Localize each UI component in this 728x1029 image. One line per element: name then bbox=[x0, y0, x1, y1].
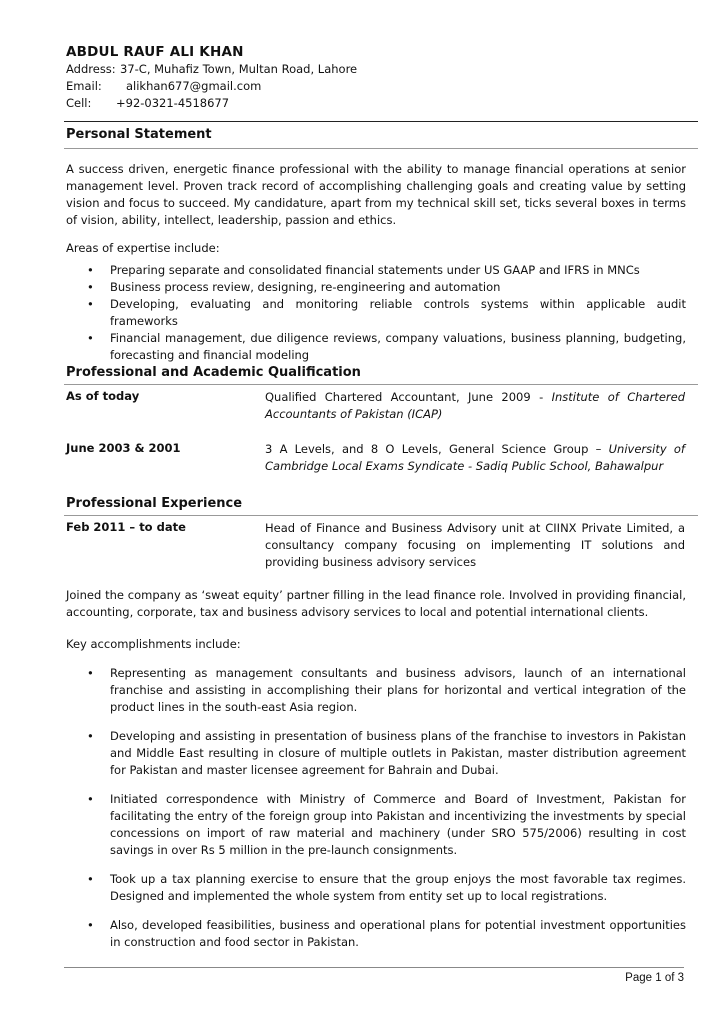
accomplishments-list bbox=[66, 665, 686, 951]
cell-value: +92-0321-4518677 bbox=[116, 96, 230, 110]
bullet-icon: • bbox=[87, 666, 94, 680]
bullet-icon: • bbox=[87, 331, 94, 345]
list-item: • Also, developed feasibilities, business and operational plans for potential investment opportunities in construction and food sector in Pakistan. bbox=[87, 918, 686, 949]
bullet-icon: • bbox=[87, 792, 94, 806]
page-number: Page 1 of 3 bbox=[625, 972, 684, 984]
list-item: • Developing, evaluating and monitoring reliable controls systems within applicable audit frameworks bbox=[87, 297, 686, 328]
footer-divider bbox=[64, 967, 684, 968]
list-item: • Took up a tax planning exercise to ensure that the group enjoys the most favorable tax regimes. Designed and implemented the whole system from entity set up to local registrations. bbox=[87, 872, 686, 903]
bullet-icon: • bbox=[87, 872, 94, 886]
accomplishments-intro: Key accomplishments include: bbox=[66, 637, 241, 651]
experience-paragraph: Joined the company as ‘sweat equity’ partner filling in the lead finance role. Involved in providing financial, accounting, corporate, tax and business advisory services to local and potential international clients. bbox=[66, 588, 686, 619]
qualification-date: As of today bbox=[66, 389, 140, 403]
list-item: • Initiated correspondence with Ministry of Commerce and Board of Investment, Pakistan for facilitating the entry of the foreign group into Pakistan and incentivizing the investments by special concessions on import of raw material and machinery (under SRO 575/2006) resulting in cost savings in over Rs 5 million in the pre-launch consignments. bbox=[87, 792, 686, 857]
email-label: Email: bbox=[66, 79, 102, 93]
address-value: 37-C, Muhafiz Town, Multan Road, Lahore bbox=[120, 62, 358, 76]
list-item: • Developing and assisting in presentation of business plans of the franchise to investors in Pakistan and Middle East resulting in closure of multiple outlets in Pakistan, master distribution agreement for Pakistan and master licensee agreement for Bahrain and Dubai. bbox=[87, 729, 686, 777]
section-title-personal-statement: Personal Statement bbox=[66, 127, 212, 142]
bullet-icon: • bbox=[87, 297, 94, 311]
experience-period: Feb 2011 – to date bbox=[66, 520, 186, 534]
qualification-description: 3 A Levels, and 8 O Levels, General Science Group – University of Cambridge Local Exams Syndicate - Sadiq Public School, Bahawalpur bbox=[265, 442, 685, 473]
qualification-date: June 2003 & 2001 bbox=[66, 441, 181, 455]
email-value: alikhan677@gmail.com bbox=[126, 79, 262, 93]
areas-intro: Areas of expertise include: bbox=[66, 241, 220, 255]
divider bbox=[64, 121, 698, 122]
list-item: • Business process review, designing, re-engineering and automation bbox=[87, 280, 501, 294]
address-label: Address: bbox=[66, 62, 116, 76]
email-line bbox=[66, 78, 261, 95]
cell-label: Cell: bbox=[66, 96, 92, 110]
personal-statement-paragraph: A success driven, energetic finance professional with the ability to manage financial operations at senior management level. Proven track record of accomplishing challenging goals and creating value by setting vision and focus to succeed. My candidature, apart from my technical skill set, ticks several boxes in terms of vision, ability, intellect, leadership, passion and ethics. bbox=[66, 162, 686, 227]
list-item: • Preparing separate and consolidated financial statements under US GAAP and IFRS in MNCs bbox=[87, 263, 640, 277]
list-item: • Financial management, due diligence reviews, company valuations, business planning, budgeting, forecasting and financial modeling bbox=[87, 331, 686, 362]
divider bbox=[64, 515, 698, 516]
section-title-experience: Professional Experience bbox=[66, 496, 243, 511]
divider bbox=[64, 148, 698, 149]
areas-list bbox=[66, 262, 686, 364]
bullet-icon: • bbox=[87, 263, 94, 277]
bullet-icon: • bbox=[87, 280, 94, 294]
qualification-description: Qualified Chartered Accountant, June 2009 - Institute of Chartered Accountants of Pakistan (ICAP) bbox=[265, 390, 685, 421]
experience-role: Head of Finance and Business Advisory unit at CIINX Private Limited, a consultancy company focusing on implementing IT solutions and providing business advisory services bbox=[265, 521, 685, 569]
bullet-icon: • bbox=[87, 918, 94, 932]
list-item: • Representing as management consultants and business advisors, launch of an international franchise and assisting in accomplishing their plans for horizontal and vertical integration of the product lines in the south-east Asia region. bbox=[87, 666, 686, 714]
bullet-icon: • bbox=[87, 729, 94, 743]
section-title-qualification: Professional and Academic Qualification bbox=[66, 365, 361, 380]
cell-line bbox=[66, 95, 229, 112]
divider bbox=[64, 384, 698, 385]
candidate-name: ABDUL RAUF ALI KHAN bbox=[66, 44, 244, 60]
address-line bbox=[66, 61, 357, 78]
